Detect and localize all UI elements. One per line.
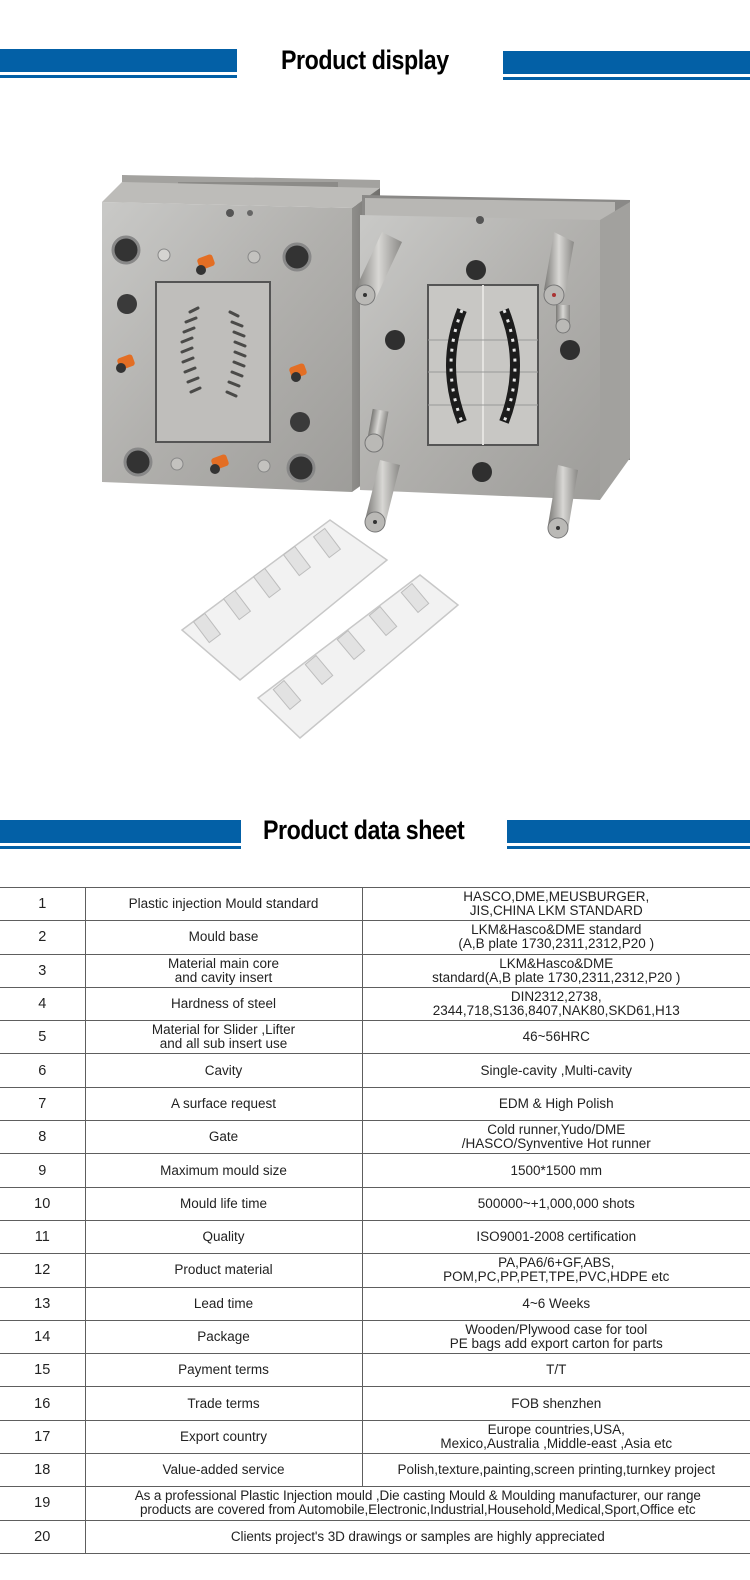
cell-text-line: LKM&Hasco&DME [499, 955, 614, 971]
cell-text-line: Quality [202, 1229, 245, 1245]
item-label-cell [85, 1154, 362, 1187]
table-row [0, 1320, 750, 1353]
item-value-cell [362, 888, 750, 921]
table-row [0, 1087, 750, 1120]
cell-text-line: /HASCO/Synventive Hot runner [461, 1136, 651, 1152]
cell-text-line: and all sub insert use [159, 1036, 288, 1052]
item-label-cell [85, 1087, 362, 1120]
row-number: 18 [0, 1454, 85, 1487]
table-row [0, 1121, 750, 1154]
cell-text-line: 2344,718,S136,8407,NAK80,SKD61,H13 [432, 1003, 680, 1019]
row-number: 16 [0, 1387, 85, 1420]
table-row [0, 1487, 750, 1520]
item-label-cell [85, 1420, 362, 1453]
item-value-cell [362, 1021, 750, 1054]
cell-text-line: PE bags add export carton for parts [449, 1336, 663, 1351]
row-number: 12 [0, 1254, 85, 1287]
table-row [0, 1454, 750, 1487]
product-data-sheet-header [0, 808, 750, 848]
item-value-cell [362, 1354, 750, 1387]
cell-text-line: Hardness of steel [170, 996, 277, 1012]
cell-text-line: FOB shenzhen [511, 1395, 602, 1411]
row-number: 2 [0, 921, 85, 954]
cell-text-line: Package [197, 1329, 250, 1344]
item-label-cell [85, 954, 362, 987]
item-label-cell [85, 1187, 362, 1220]
row-number: 6 [0, 1054, 85, 1087]
item-value-cell [362, 1320, 750, 1353]
row-number: 15 [0, 1354, 85, 1387]
item-label-cell [85, 1387, 362, 1420]
cell-text-line: ISO9001-2008 certification [476, 1229, 637, 1245]
section-title: Product display [281, 45, 449, 75]
item-label-cell [85, 1220, 362, 1253]
item-label-cell [85, 921, 362, 954]
row-number: 8 [0, 1121, 85, 1154]
cell-text-line: Mexico,Australia ,Middle-east ,Asia etc [440, 1435, 673, 1451]
product-display-header [0, 40, 750, 80]
item-label-cell [85, 1121, 362, 1154]
item-label-cell [85, 1320, 362, 1353]
cell-text-line: 4~6 Weeks [522, 1295, 591, 1311]
cell-text-line: Single-cavity ,Multi-cavity [480, 1062, 633, 1078]
cell-text-line: Polish,texture,painting,screen printing,turnkey project [397, 1462, 715, 1478]
item-value-cell [362, 1054, 750, 1087]
item-value-cell [362, 1187, 750, 1220]
item-label-cell [85, 1454, 362, 1487]
header-rule-right [507, 846, 750, 849]
row-number: 7 [0, 1087, 85, 1120]
row-number: 5 [0, 1021, 85, 1054]
table-row [0, 1021, 750, 1054]
header-bar-left [0, 820, 241, 843]
row-number: 3 [0, 954, 85, 987]
cell-text-line: Mould life time [179, 1195, 268, 1211]
table-row [0, 1520, 750, 1553]
header-rule-left [0, 75, 237, 78]
row-number: 11 [0, 1220, 85, 1253]
table-row [0, 1154, 750, 1187]
item-value-cell [362, 1154, 750, 1187]
row-number: 13 [0, 1287, 85, 1320]
item-value-cell [362, 1420, 750, 1453]
table-row [0, 1254, 750, 1287]
item-label-cell [85, 1287, 362, 1320]
cell-text-line: Gate [208, 1129, 239, 1145]
cell-text-line: Cold runner,Yudo/DME [487, 1122, 626, 1138]
row-number: 17 [0, 1420, 85, 1453]
table-row [0, 1387, 750, 1420]
row-number: 10 [0, 1187, 85, 1220]
item-label-cell [85, 1354, 362, 1387]
cell-text-line: T/T [546, 1362, 567, 1378]
table-row [0, 1054, 750, 1087]
cell-text-line: (A,B plate 1730,2311,2312,P20 ) [458, 936, 655, 952]
cell-text-line: 46~56HRC [522, 1029, 590, 1045]
cell-text-line: Mould base [188, 929, 259, 945]
item-label-cell [85, 1021, 362, 1054]
item-value-cell [362, 1387, 750, 1420]
item-value-cell [362, 1121, 750, 1154]
row-number: 1 [0, 888, 85, 921]
item-value-cell [362, 1254, 750, 1287]
cell-text-line: Plastic injection Mould standard [128, 896, 319, 912]
merged-description-cell [85, 1487, 750, 1520]
item-value-cell [362, 1220, 750, 1253]
cell-text-line: As a professional Plastic Injection mould ,Die casting Mould & Moulding manufacturer, our range [134, 1488, 701, 1504]
cell-text-line: PA,PA6/6+GF,ABS, [498, 1255, 615, 1271]
cell-text-line: POM,PC,PP,PET,TPE,PVC,HDPE etc [443, 1269, 670, 1285]
row-number: 19 [0, 1487, 85, 1520]
cell-text-line: Clients project's 3D drawings or samples are highly appreciated [230, 1528, 605, 1544]
cell-text-line: Export country [179, 1428, 268, 1444]
cell-text-line: 500000~+1,000,000 shots [477, 1195, 635, 1211]
item-label-cell [85, 987, 362, 1020]
cell-text-line: Maximum mould size [160, 1162, 287, 1178]
header-rule-left [0, 846, 241, 849]
item-value-cell [362, 1454, 750, 1487]
table-row [0, 1220, 750, 1253]
cell-text-line: Trade terms [187, 1395, 260, 1411]
row-number: 14 [0, 1320, 85, 1353]
item-label-cell [85, 1254, 362, 1287]
cell-text-line: HASCO,DME,MEUSBURGER, [463, 889, 650, 905]
merged-description-cell [85, 1520, 750, 1553]
table-row [0, 987, 750, 1020]
cell-text-line: Value-added service [162, 1462, 285, 1478]
cell-text-line: Europe countries,USA, [487, 1421, 625, 1437]
cell-text-line: EDM & High Polish [498, 1095, 614, 1111]
header-bar-left [0, 49, 237, 72]
product-image [90, 160, 650, 750]
row-number: 9 [0, 1154, 85, 1187]
item-value-cell [362, 954, 750, 987]
cell-text-line: Material for Slider ,Lifter [151, 1022, 296, 1038]
cell-text-line: LKM&Hasco&DME standard [471, 922, 642, 938]
item-label-cell [85, 888, 362, 921]
cell-text-line: standard(A,B plate 1730,2311,2312,P20 ) [432, 969, 681, 985]
table-row [0, 921, 750, 954]
item-value-cell [362, 921, 750, 954]
section-title: Product data sheet [263, 815, 465, 845]
table-row [0, 954, 750, 987]
item-label-cell [85, 1054, 362, 1087]
table-row [0, 1420, 750, 1453]
header-bar-right [507, 820, 750, 843]
cell-text-line: Payment terms [178, 1362, 269, 1378]
item-value-cell [362, 1287, 750, 1320]
cell-text-line: Cavity [204, 1062, 243, 1078]
cell-text-line: products are covered from Automobile,Electronic,Industrial,Household,Medical,Sport,Office etc [140, 1502, 696, 1518]
header-bar-right [503, 51, 750, 74]
table-row [0, 1187, 750, 1220]
table-row [0, 888, 750, 921]
product-data-table [0, 887, 750, 1554]
cell-text-line: Material main core [167, 955, 280, 971]
cell-text-line: 1500*1500 mm [510, 1162, 603, 1178]
table-body [0, 888, 750, 1554]
cell-text-line: and cavity insert [174, 969, 273, 985]
cell-text-line: Lead time [193, 1295, 254, 1311]
table-row [0, 1287, 750, 1320]
header-rule-right [503, 77, 750, 80]
item-value-cell [362, 987, 750, 1020]
cell-text-line: A surface request [170, 1095, 277, 1111]
cell-text-line: Wooden/Plywood case for tool [465, 1322, 648, 1337]
table-row [0, 1354, 750, 1387]
cell-text-line: Product material [174, 1262, 273, 1278]
item-value-cell [362, 1087, 750, 1120]
row-number: 4 [0, 987, 85, 1020]
cell-text-line: JIS,CHINA LKM STANDARD [469, 903, 643, 919]
row-number: 20 [0, 1520, 85, 1553]
cell-text-line: DIN2312,2738, [510, 989, 602, 1005]
